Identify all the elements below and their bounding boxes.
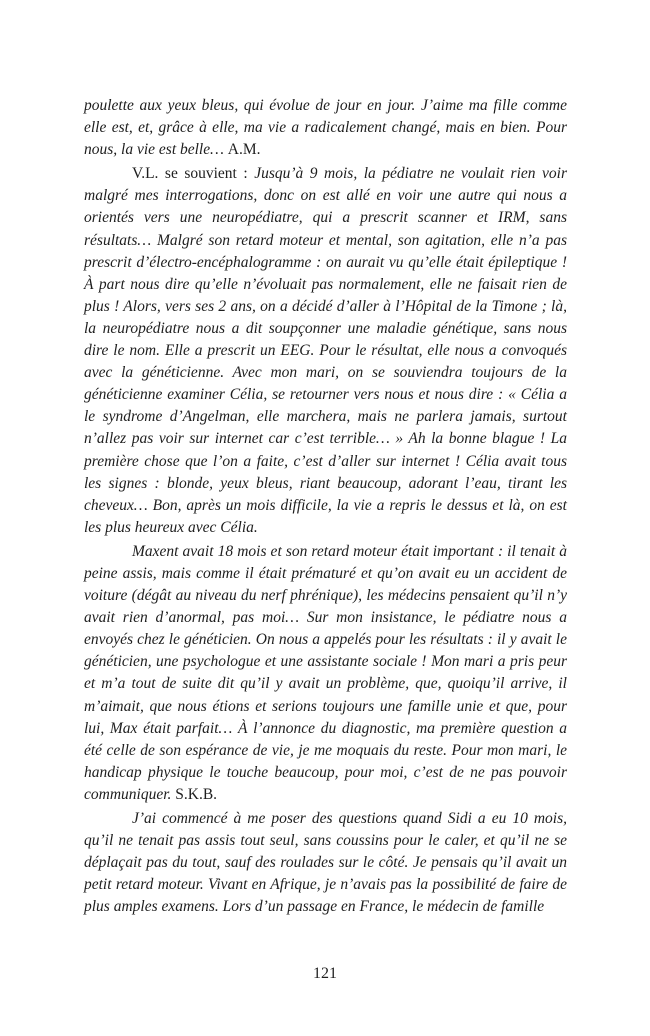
quote-text: poulette aux yeux bleus, qui évolue de jour en jour. J’aime ma fille comme elle est, et, grâce à elle, ma vie a radicalement changé, mais en bien. Pour nous, la vie est belle… [84, 97, 567, 159]
quote-text: Maxent avait 18 mois et son retard moteur était important : il tenait à peine assis, mais comme il était prématuré et qu’on avait eu un accident de voiture (dégât au niveau du nerf phrénique), les médecins pensaient qu’il n’y avait rien d’anormal, pas moi… Sur mon insistance, le pédiatre nous a envoyés chez le généticien. On nous a appelés pour les résultats : il y avait le généticien, une psychologue et une assistante sociale ! Mon mari a pris peur et m’a tout de suite dit qu’il y avait un problème, que, quoiqu’il arrive, il m’aimait, que nous étions et serions toujours une famille unie et que, pour lui, Max était parfait… À l’annonce du diagnostic, ma première question a été celle de son espérance de vie, je me moquais du reste. Pour mon mari, le handicap physique le touche beaucoup, pour moi, c’est de ne pas pouvoir communiquer. [84, 542, 567, 803]
page-body [84, 95, 567, 918]
author-initials: S.K.B. [175, 785, 218, 803]
page-number: 121 [313, 965, 337, 982]
paragraph-am [84, 95, 567, 161]
quote-text: J’ai commencé à me poser des questions quand Sidi a eu 10 mois, qu’il ne tenait pas assis tout seul, sans coussins pour le caler, et qu’il ne se déplaçait pas du tout, sauf des roulades sur le côté. Je pensais qu’il avait un petit retard moteur. Vivant en Afrique, je n’avais pas la possibilité de faire de plus amples examens. Lors d’un passage en France, le médecin de famille [84, 810, 567, 916]
paragraph-skb [84, 541, 567, 806]
attribution-intro: V.L. se souvient : [132, 165, 255, 183]
quote-text: Jusqu’à 9 mois, la pédiatre ne voulait rien voir malgré mes interrogations, donc on est allé en voir une autre qui nous a orientés vers une neuropédiatre, qui a prescrit scanner et IRM, sans résultats… Malgré son retard moteur et mental, son agitation, elle n’a pas prescrit d’électro-encéphalogramme : on aurait vu qu’elle était épileptique ! À part nous dire qu’elle n’évoluait pas normalement, elle ne faisait rien de plus ! Alors, vers ses 2 ans, on a décidé d’aller à l’Hôpital de la Timone ; là, la neuropédiatre nous a dit soupçonner une maladie génétique, sans nous dire le nom. Elle a prescrit un EEG. Pour le résultat, elle nous a convoqués avec la généticienne. Avec mon mari, on se souviendra toujours de la généticienne examiner Célia, se retourner vers nous et nous dire : « Célia a le syndrome d’Angelman, elle marchera, mais ne parlera jamais, surtout n’allez pas voir sur internet car c’est terrible… » Ah la bonne blague ! La première chose que l’on a faite, c’est d’aller sur internet ! Célia avait tous les signes : blonde, yeux bleus, riant beaucoup, adorant l’eau, tirant les cheveux… Bon, après un mois difficile, la vie a repris le dessus et là, on est les plus heureux avec Célia. [84, 165, 568, 536]
paragraph-vl [84, 163, 567, 539]
paragraph-sidi [84, 808, 567, 918]
author-initials: A.M. [227, 141, 261, 159]
